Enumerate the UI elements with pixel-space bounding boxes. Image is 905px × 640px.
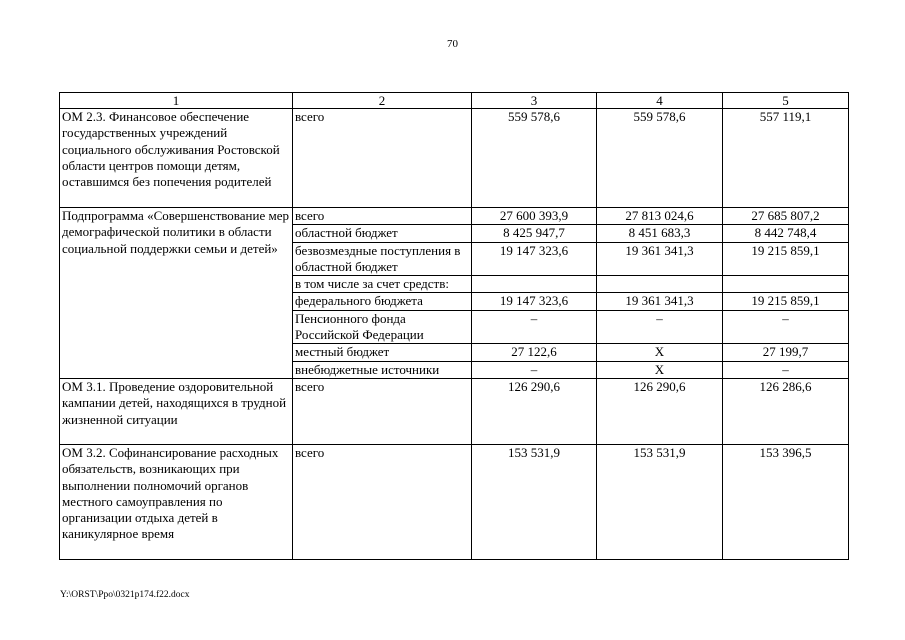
value-cell: 557 119,1 [723, 109, 849, 208]
funding-source: Пенсионного фонда Российской Федерации [293, 310, 472, 344]
measure-name: ОМ 3.2. Софинансирование расходных обязательств, возникающих при выполнении полномочий органов местного самоуправления по организации отдыха детей в каникулярное время [60, 444, 293, 559]
column-header: 3 [472, 93, 597, 109]
funding-source: безвозмездные поступления в областной бюджет [293, 242, 472, 276]
value-cell [723, 276, 849, 293]
document-file-path: Y:\ORST\Ppo\0321p174.f22.docx [60, 590, 190, 600]
value-cell: – [472, 310, 597, 344]
page-number: 70 [447, 38, 458, 50]
column-header: 5 [723, 93, 849, 109]
value-cell: – [472, 361, 597, 378]
table-row [60, 444, 849, 559]
value-cell: – [723, 310, 849, 344]
funding-source: всего [293, 444, 472, 559]
value-cell: Х [597, 361, 723, 378]
budget-table [59, 92, 849, 560]
value-cell: 126 290,6 [472, 378, 597, 444]
value-cell: 19 147 323,6 [472, 242, 597, 276]
value-cell: – [597, 310, 723, 344]
funding-source: всего [293, 208, 472, 225]
value-cell: – [723, 361, 849, 378]
funding-source: областной бюджет [293, 225, 472, 242]
value-cell: 19 361 341,3 [597, 293, 723, 310]
value-cell: 559 578,6 [472, 109, 597, 208]
value-cell: 153 531,9 [472, 444, 597, 559]
column-header: 1 [60, 93, 293, 109]
value-cell: 8 425 947,7 [472, 225, 597, 242]
value-cell: 8 451 683,3 [597, 225, 723, 242]
funding-source: всего [293, 378, 472, 444]
value-cell: 559 578,6 [597, 109, 723, 208]
column-header: 4 [597, 93, 723, 109]
value-cell: 126 290,6 [597, 378, 723, 444]
subprogram-name: Подпрограмма «Совершенствование мер демографической политики в области социальной поддержки семьи и детей» [60, 208, 293, 379]
value-cell: 19 215 859,1 [723, 293, 849, 310]
column-header: 2 [293, 93, 472, 109]
table-row [60, 378, 849, 444]
value-cell: Х [597, 344, 723, 361]
value-cell: 27 685 807,2 [723, 208, 849, 225]
value-cell: 19 361 341,3 [597, 242, 723, 276]
value-cell: 27 600 393,9 [472, 208, 597, 225]
value-cell: 27 122,6 [472, 344, 597, 361]
funding-source: всего [293, 109, 472, 208]
value-cell [597, 276, 723, 293]
value-cell: 19 147 323,6 [472, 293, 597, 310]
value-cell: 19 215 859,1 [723, 242, 849, 276]
funding-source: федерального бюджета [293, 293, 472, 310]
value-cell: 126 286,6 [723, 378, 849, 444]
table-row [60, 208, 849, 225]
value-cell: 153 531,9 [597, 444, 723, 559]
measure-name: ОМ 2.3. Финансовое обеспечение государственных учреждений социального обслуживания Ростовской области центров помощи детям, оставшимся без попечения родителей [60, 109, 293, 208]
value-cell [472, 276, 597, 293]
value-cell: 8 442 748,4 [723, 225, 849, 242]
value-cell: 27 813 024,6 [597, 208, 723, 225]
measure-name: ОМ 3.1. Проведение оздоровительной кампании детей, находящихся в трудной жизненной ситуации [60, 378, 293, 444]
funding-source: местный бюджет [293, 344, 472, 361]
value-cell: 27 199,7 [723, 344, 849, 361]
table-header-row [60, 93, 849, 109]
funding-source: в том числе за счет средств: [293, 276, 472, 293]
funding-source: внебюджетные источники [293, 361, 472, 378]
value-cell: 153 396,5 [723, 444, 849, 559]
table-row [60, 109, 849, 208]
